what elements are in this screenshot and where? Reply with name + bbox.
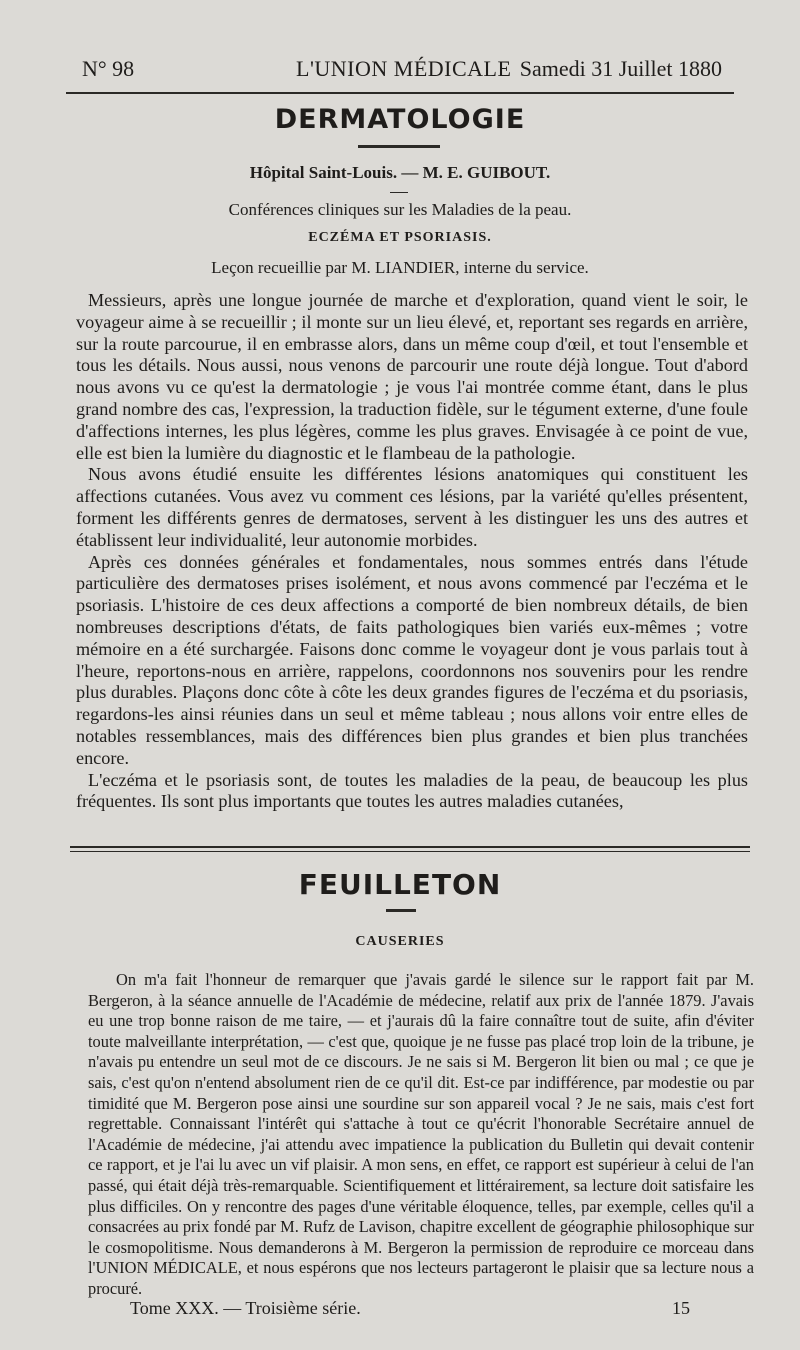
feuilleton-body <box>88 970 754 1300</box>
article-subtitle: ECZÉMA ET PSORIASIS. <box>308 230 492 245</box>
page-number: 15 <box>672 1298 690 1318</box>
paragraph: Nous avons étudié ensuite les différentes lésions anatomiques qui constituent les affections cutanées. Vous avez vu comment ces lésions, par la variété qu'elles présentent, forment les différents genres de dermatoses, servent à les distinguer les uns des autres et établissent leur individualité, leur autonomie morbides. <box>76 464 748 550</box>
paragraph: L'eczéma et le psoriasis sont, de toutes les maladies de la peau, de beaucoup les plus fréquentes. Ils sont plus importants que toutes les autres maladies cutanées, <box>76 769 748 812</box>
title-underline <box>358 145 440 148</box>
masthead <box>82 56 722 86</box>
section-title-feuilleton: FEUILLETON <box>298 868 502 901</box>
feuilleton-subtitle: CAUSERIES <box>355 934 445 949</box>
feuilleton-divider-thin <box>70 851 750 852</box>
dermatology-article-body <box>76 290 748 813</box>
journal-title: L'UNION MÉDICALE <box>296 56 512 81</box>
hospital-line: Hôpital Saint-Louis. — M. E. GUIBOUT. <box>249 163 551 182</box>
separator-dash <box>390 192 408 193</box>
masthead-rule <box>66 92 734 94</box>
paragraph: Messieurs, après une longue journée de marche et d'exploration, quand vient le soir, le voyageur aime à se recueillir ; il monte sur un lieu élevé, et, reportant ses regards en arrière, sur la route parcourue, il en embrasse alors, dans un même coup d'œil, et tout l'ensemble et tous les détails. Nous aussi, nous venons de parcourir une route déjà longue. Tout d'abord nous avons vu ce qu'est la dermatologie ; je vous l'ai montrée comme étant, dans le plus grand nombre des cas, l'expression, la traduction fidèle, sur le tégument externe, d'une foule d'affections internes, les plus légères, comme les plus graves. Envisagée à ce point de vue, elle est bien la lumière du diagnostic et le flambeau de la pathologie. <box>76 290 748 463</box>
conferences-line: Conférences cliniques sur les Maladies de la peau. <box>228 200 572 219</box>
feuilleton-divider <box>70 846 750 848</box>
issue-date: Samedi 31 Juillet 1880 <box>519 56 722 81</box>
paragraph: On m'a fait l'honneur de remarquer que j'avais gardé le silence sur le rapport fait par M. Bergeron, à la séance annuelle de l'Académie de médecine, relatif aux prix de l'année 1879. J'avais eu une trop bonne raison de me taire, — et j'aurais dû la faire connaître tout de suite, afin d'éviter toute malveillante interprétation, — c'est que, quoique je ne fusse pas placé trop loin de la tribune, je n'avais pu entendre un seul mot de ce discours. Je ne sais si M. Bergeron lit bien ou mal ; ce que je sais, c'est qu'on n'entend absolument rien de ce qu'il dit. Est-ce par indifférence, par modestie ou par timidité que M. Bergeron pose ainsi une sourdine sur son appareil vocal ? Je ne sais, mais c'est fort regrettable. Connaissant l'intérêt qui s'attache à tout ce qu'écrit l'honorable Secrétaire annuel de l'Académie de médecine, j'ai attendu avec impatience la publication du Bulletin qui devait contenir ce rapport, et je l'ai lu avec un vif plaisir. A mon sens, en effet, ce rapport est supérieur à celui de l'an passé, qui était déjà très-remarquable. Scientifiquement et littérairement, sa lecture doit satisfaire les plus difficiles. On y rencontre des pages d'une véritable éloquence, telles, par exemple, celles qu'il a consacrées au prix fondé par M. Rufz de Lavison, chapitre excellent de géographie philosophique sur le cosmopolitisme. Nous demanderons à M. Bergeron la permission de reproduire ce morceau dans l'UNION MÉDICALE, et nous espérons que nos lecteurs partageront le plaisir que sa lecture nous a procuré. <box>88 970 754 1298</box>
issue-number: N° 98 <box>82 56 135 81</box>
section-title-dermatologie: DERMATOLOGIE <box>274 104 526 135</box>
page-footer <box>130 1298 690 1322</box>
paragraph: Après ces données générales et fondamentales, nous sommes entrés dans l'étude particulière des dermatoses prises isolément, et nous avons commencé par l'eczéma et le psoriasis. L'histoire de ces deux affections a comporté de bien nombreux détails, de bien nombreuses descriptions d'états, de faits pathologiques bien variés eux-mêmes ; votre mémoire en a été surchargée. Faisons donc comme le voyageur dont je vous parlais tout à l'heure, reportons-nous en arrière, rappelons, coordonnons nos souvenirs pour les rendre plus durables. Plaçons donc côte à côte les deux grandes figures de l'eczéma et du psoriasis, regardons-les ainsi réunies dans un seul et même tableau ; nous allons voir entre elles de notables ressemblances, mais des différences bien plus grandes et bien plus tranchées encore. <box>76 551 748 768</box>
title-underline <box>386 909 416 912</box>
lecon-line: Leçon recueillie par M. LIANDIER, interne du service. <box>211 258 589 277</box>
tome-label: Tome XXX. — Troisième série. <box>130 1298 361 1318</box>
